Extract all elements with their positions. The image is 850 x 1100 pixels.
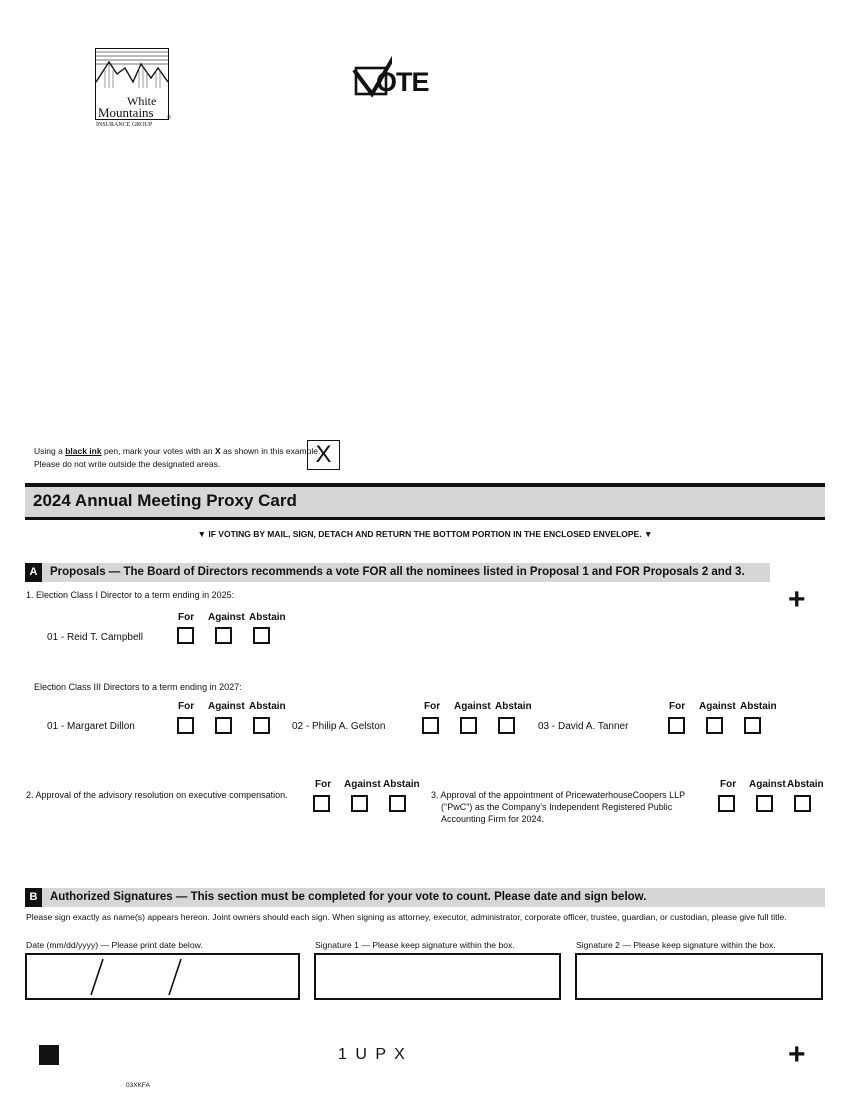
col-for: For — [315, 779, 332, 790]
proposal-3-line3: Accounting Firm for 2024. — [441, 814, 545, 824]
section-a-letter: A — [25, 563, 42, 582]
logo-registered-mark: ® — [167, 115, 171, 121]
gelston-abstain-checkbox[interactable] — [498, 717, 515, 734]
proposal-3-abstain-checkbox[interactable] — [794, 795, 811, 812]
registration-plus-icon: + — [788, 583, 806, 616]
tanner-for-checkbox[interactable] — [668, 717, 685, 734]
example-mark-box: X — [307, 440, 340, 470]
dillon-abstain-checkbox[interactable] — [253, 717, 270, 734]
gelston-against-checkbox[interactable] — [460, 717, 477, 734]
campbell-for-checkbox[interactable] — [177, 627, 194, 644]
class-3-label: Election Class III Directors to a term ending in 2027: — [34, 682, 242, 692]
col-abstain: Abstain — [383, 779, 420, 790]
col-abstain: Abstain — [740, 701, 777, 712]
dillon-against-checkbox[interactable] — [215, 717, 232, 734]
instructions-text: as shown in this example. — [220, 446, 321, 456]
col-abstain: Abstain — [495, 701, 532, 712]
section-b-title: Authorized Signatures — This section must be completed for your vote to count. Please date and sign below. — [50, 891, 647, 903]
nominee-gelston: 02 - Philip A. Gelston — [292, 721, 386, 732]
instructions-text: pen, mark your votes with an — [101, 446, 215, 456]
dillon-for-checkbox[interactable] — [177, 717, 194, 734]
nominee-tanner: 03 - David A. Tanner — [538, 721, 629, 732]
black-ink-emphasis: black ink — [65, 446, 102, 456]
instructions-text: Using a — [34, 446, 66, 456]
signature-instructions: Please sign exactly as name(s) appears hereon. Joint owners should each sign. When signing as attorney, executor, administrator, corporate officer, trustee, guardian, or custodian, please give full title. — [26, 912, 787, 922]
col-against: Against — [208, 701, 245, 712]
vote-logo-text: OTE — [376, 67, 429, 97]
campbell-against-checkbox[interactable] — [215, 627, 232, 644]
col-against: Against — [699, 701, 736, 712]
marking-instructions-line2: Please do not write outside the designated areas. — [34, 459, 221, 469]
registration-square — [39, 1045, 59, 1065]
proposal-2-abstain-checkbox[interactable] — [389, 795, 406, 812]
signature-2-label: Signature 2 — Please keep signature within the box. — [576, 940, 776, 950]
section-a-title: Proposals — The Board of Directors recommends a vote FOR all the nominees listed in Proposal 1 and FOR Proposals 2 and 3. — [50, 566, 745, 578]
vote-logo — [352, 44, 442, 100]
detach-notice: ▼ IF VOTING BY MAIL, SIGN, DETACH AND RETURN THE BOTTOM PORTION IN THE ENCLOSED ENVELOPE. ▼ — [197, 529, 653, 539]
proposal-3-against-checkbox[interactable] — [756, 795, 773, 812]
proposal-3-line1: 3. Approval of the appointment of PricewaterhouseCoopers LLP — [431, 790, 686, 800]
date-separator-slashes — [27, 955, 298, 998]
proposal-3-line2: ("PwC") as the Company's Independent Registered Public — [441, 802, 673, 812]
signature-1-label: Signature 1 — Please keep signature within the box. — [315, 940, 515, 950]
signature-1-box[interactable] — [314, 953, 561, 1000]
form-id: 03XKFA — [126, 1082, 150, 1089]
col-for: For — [178, 701, 195, 712]
campbell-abstain-checkbox[interactable] — [253, 627, 270, 644]
col-for: For — [720, 779, 737, 790]
tanner-abstain-checkbox[interactable] — [744, 717, 761, 734]
registration-plus-icon: + — [788, 1038, 806, 1071]
col-against: Against — [454, 701, 491, 712]
logo-name-line2: Mountains — [98, 105, 154, 120]
col-abstain: Abstain — [249, 701, 286, 712]
col-for: For — [424, 701, 441, 712]
tanner-against-checkbox[interactable] — [706, 717, 723, 734]
nominee-dillon: 01 - Margaret Dillon — [47, 721, 135, 732]
logo-name-line1: White — [127, 94, 157, 108]
signature-2-box[interactable] — [575, 953, 823, 1000]
section-b-letter: B — [25, 888, 42, 907]
col-against: Against — [749, 779, 786, 790]
card-title: 2024 Annual Meeting Proxy Card — [33, 491, 297, 510]
proposal-2-against-checkbox[interactable] — [351, 795, 368, 812]
col-against: Against — [344, 779, 381, 790]
x-emphasis: X — [214, 446, 221, 456]
logo-group-text: INSURANCE GROUP — [96, 122, 153, 128]
nominee-campbell: 01 - Reid T. Campbell — [47, 632, 143, 643]
white-mountains-logo — [95, 48, 175, 132]
gelston-for-checkbox[interactable] — [422, 717, 439, 734]
col-abstain: Abstain — [249, 612, 286, 623]
proposal-3-for-checkbox[interactable] — [718, 795, 735, 812]
col-for: For — [178, 612, 195, 623]
col-for: For — [669, 701, 686, 712]
date-input-box[interactable] — [25, 953, 300, 1000]
form-code: 1 U P X — [338, 1046, 407, 1063]
marking-instructions-line1 — [34, 446, 320, 456]
proposal-2-for-checkbox[interactable] — [313, 795, 330, 812]
proposal-2-text: 2. Approval of the advisory resolution on executive compensation. — [26, 790, 288, 800]
date-label: Date (mm/dd/yyyy) — Please print date below. — [26, 940, 203, 950]
col-abstain: Abstain — [787, 779, 824, 790]
title-rule-bottom — [25, 517, 825, 520]
col-against: Against — [208, 612, 245, 623]
proposal-1-label: 1. Election Class I Director to a term ending in 2025: — [26, 590, 235, 600]
